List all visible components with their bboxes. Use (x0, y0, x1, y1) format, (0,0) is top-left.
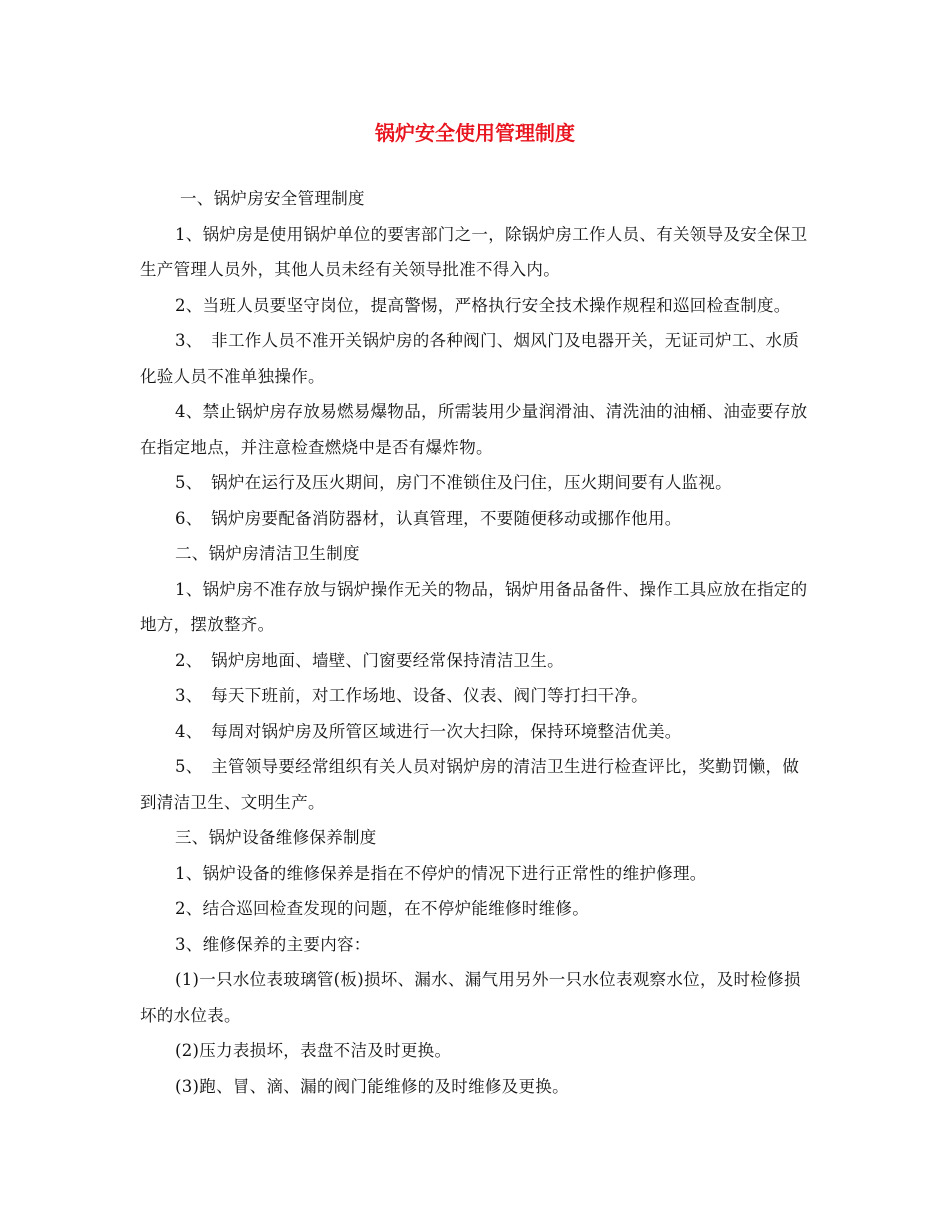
section-heading-2: 二、锅炉房清洁卫生制度 (175, 544, 360, 563)
paragraph: 5、 锅炉在运行及压火期间，房门不准锁住及闩住，压火期间要有人监视。 (175, 473, 732, 492)
paragraph: (2)压力表损坏，表盘不洁及时更换。 (175, 1041, 452, 1060)
paragraph: 3、 非工作人员不准开关锅炉房的各种阀门、烟风门及电器开关，无证司炉工、水质化验人员不准单独操作。 (140, 331, 800, 386)
paragraph: (3)跑、冒、滴、漏的阀门能维修的及时维修及更换。 (175, 1076, 569, 1096)
paragraph: 5、 主管领导要经常组织有关人员对锅炉房的清洁卫生进行检查评比，奖勤罚懒，做到清洁卫生、文明生产。 (140, 757, 800, 812)
paragraph: 4、禁止锅炉房存放易燃易爆物品，所需装用少量润滑油、清洗油的油桶、油壶要存放在指定地点，并注意检查燃烧中是否有爆炸物。 (140, 402, 808, 457)
paragraph: 1、锅炉房是使用锅炉单位的要害部门之一，除锅炉房工作人员、有关领导及安全保卫生产管理人员外，其他人员未经有关领导批准不得入内。 (140, 224, 808, 279)
document-title: 锅炉安全使用管理制度 (375, 121, 575, 145)
paragraph: 1、锅炉房不准存放与锅炉操作无关的物品，锅炉用备品备件、操作工具应放在指定的地方，摆放整齐。 (140, 579, 808, 634)
paragraph: 3、维修保养的主要内容： (175, 934, 371, 954)
section-heading-1: 一、锅炉房安全管理制度 (180, 189, 365, 208)
paragraph: 4、 每周对锅炉房及所管区域进行一次大扫除，保持环境整洁优美。 (175, 721, 682, 741)
paragraph: 3、 每天下班前，对工作场地、设备、仪表、阀门等打扫干净。 (175, 686, 648, 705)
paragraph: 2、当班人员要坚守岗位，提高警惕，严格执行安全技术操作规程和巡回检查制度。 (175, 295, 791, 315)
paragraph: (1)一只水位表玻璃管(板)损坏、漏水、漏气用另外一只水位表观察水位，及时检修损坏的水位表。 (140, 970, 801, 1025)
section-heading-3: 三、锅炉设备维修保养制度 (175, 828, 377, 847)
paragraph: 1、锅炉设备的维修保养是指在不停炉的情况下进行正常性的维护修理。 (175, 863, 707, 883)
paragraph: 2、 锅炉房地面、墙壁、门窗要经常保持清洁卫生。 (175, 650, 564, 670)
paragraph: 2、结合巡回检查发现的问题，在不停炉能维修时维修。 (175, 899, 589, 918)
document-body (140, 181, 812, 1104)
paragraph: 6、 锅炉房要配备消防器材，认真管理，不要随便移动或挪作他用。 (175, 508, 682, 528)
